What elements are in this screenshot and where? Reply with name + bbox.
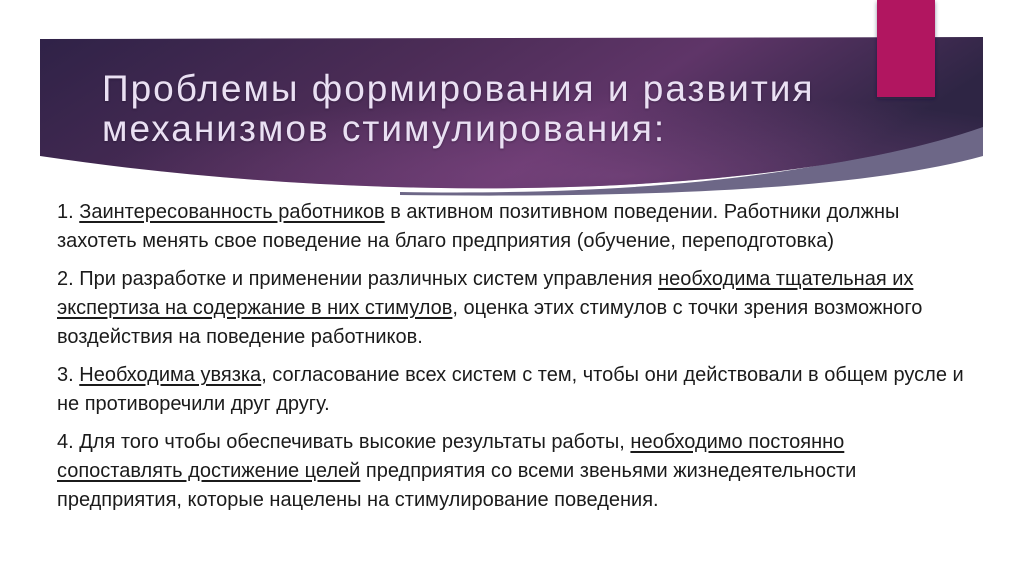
text-segment: предприятия со всеми звеньями жизнедеятельности предприятия, которые нацелены на стимулирование поведения. (57, 460, 857, 511)
slide-title (102, 69, 922, 149)
body-paragraph (57, 361, 971, 419)
body-paragraph (57, 198, 971, 256)
underlined-phrase: необходима тщательная их экспертиза на содержание в них стимулов (57, 268, 914, 319)
text-segment: 3. (57, 364, 80, 386)
text-segment: 2. При разработке и применении различных систем управления (57, 268, 659, 290)
underlined-phrase: необходимо постоянно сопоставлять достижение целей (57, 431, 845, 482)
body-paragraph (57, 265, 971, 352)
underlined-phrase: Заинтересованность работников (79, 201, 385, 223)
underlined-phrase: Необходима увязка (79, 364, 262, 386)
text-segment: 4. Для того чтобы обеспечивать высокие результаты работы, (57, 431, 631, 453)
text-segment: , оценка этих стимулов с точки зрения возможного воздействия на поведение работников. (57, 297, 923, 348)
text-segment: , согласование всех систем с тем, чтобы они действовали в общем русле и не противоречили друг другу. (57, 364, 964, 415)
text-segment: в активном позитивном поведении. Работники должны захотеть менять свое поведение на благо предприятия (обучение, переподготовка) (57, 201, 900, 252)
body-text (57, 198, 971, 524)
text-segment: 1. (57, 201, 80, 223)
slide-title-line-2: механизмов стимулирования: (102, 108, 667, 149)
body-paragraph (57, 428, 971, 515)
slide-title-line-1: Проблемы формирования и развития (102, 68, 815, 109)
